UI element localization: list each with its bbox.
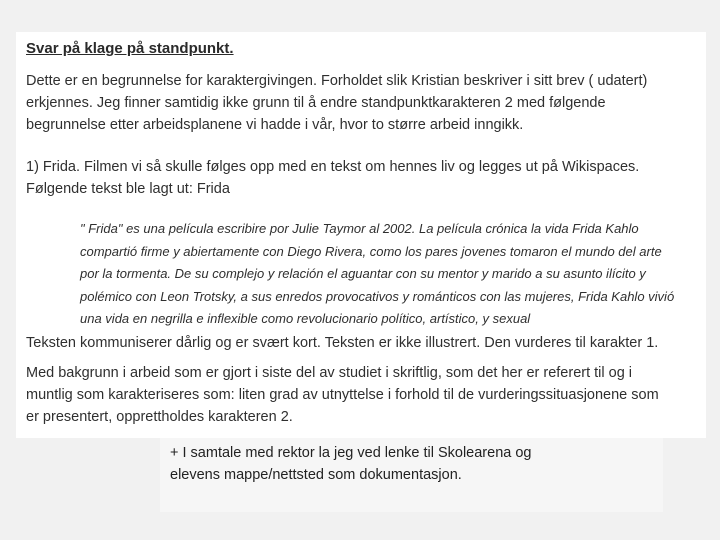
paragraph-line: Teksten kommuniserer dårlig og er svært kort. Teksten er ikke illustrert. Den vurderes til karakter 1.	[26, 335, 659, 351]
annotation-line: + I samtale med rektor la jeg ved lenke til Skolearena og	[170, 445, 532, 461]
annotation-text	[170, 442, 532, 486]
paragraph-line: 1) Frida. Filmen vi så skulle følges opp med en tekst om hennes liv og legges ut på Wikispaces.	[26, 159, 640, 175]
paragraph-line: Med bakgrunn i arbeid som er gjort i siste del av studiet i skriftlig, som det her er referert til og i	[26, 365, 633, 381]
paragraph-line: begrunnelse etter arbeidsplanene vi hadde i vår, hvor to større arbeid inngikk.	[26, 117, 524, 133]
quote-line: " Frida" es una película escribire por Julie Taymor al 2002. La película crónica la vida Frida Kahlo	[80, 221, 639, 236]
quoted-spanish-text	[80, 218, 674, 331]
paragraph-assessment	[26, 332, 658, 354]
paragraph-line: muntlig som karakteriseres som: liten grad av utnyttelse i forhold til de vurderingssituasjonene som	[26, 387, 659, 403]
paragraph-line: Dette er en begrunnelse for karaktergivingen. Forholdet slik Kristian beskriver i sitt brev ( udatert)	[26, 73, 648, 89]
annotation-box	[160, 438, 663, 512]
paragraph-line: erkjennes. Jeg finner samtidig ikke grunn til å endre standpunktkarakteren 2 med følgende	[26, 95, 606, 111]
quote-line: una vida en negrilla e inflexible como revolucionario político, artístico, y sexual	[80, 311, 531, 326]
quote-line: por la tormenta. De su complejo y relación el aguantar con su mentor y marido a su asunto ilícito y	[80, 266, 646, 281]
paragraph-line: er presentert, opprettholdes karakteren 2.	[26, 409, 293, 425]
quote-line: compartió firme y abiertamente con Diego Rivera, como los pares jovenes tomaron el mundo del arte	[80, 243, 662, 259]
quote-line: polémico con Leon Trotsky, a sus enredos provocativos y románticos con las mujeres, Frida Kahlo vivió	[80, 288, 675, 304]
paragraph-conclusion	[26, 362, 659, 428]
letter-title: Svar på klage på standpunkt.	[26, 40, 234, 57]
paragraph-frida	[26, 156, 639, 200]
paragraph-line: Følgende tekst ble lagt ut: Frida	[26, 181, 230, 197]
annotation-line: elevens mappe/nettsted som dokumentasjon.	[170, 467, 462, 483]
paragraph-justification	[26, 70, 647, 136]
scanned-letter	[16, 32, 706, 438]
